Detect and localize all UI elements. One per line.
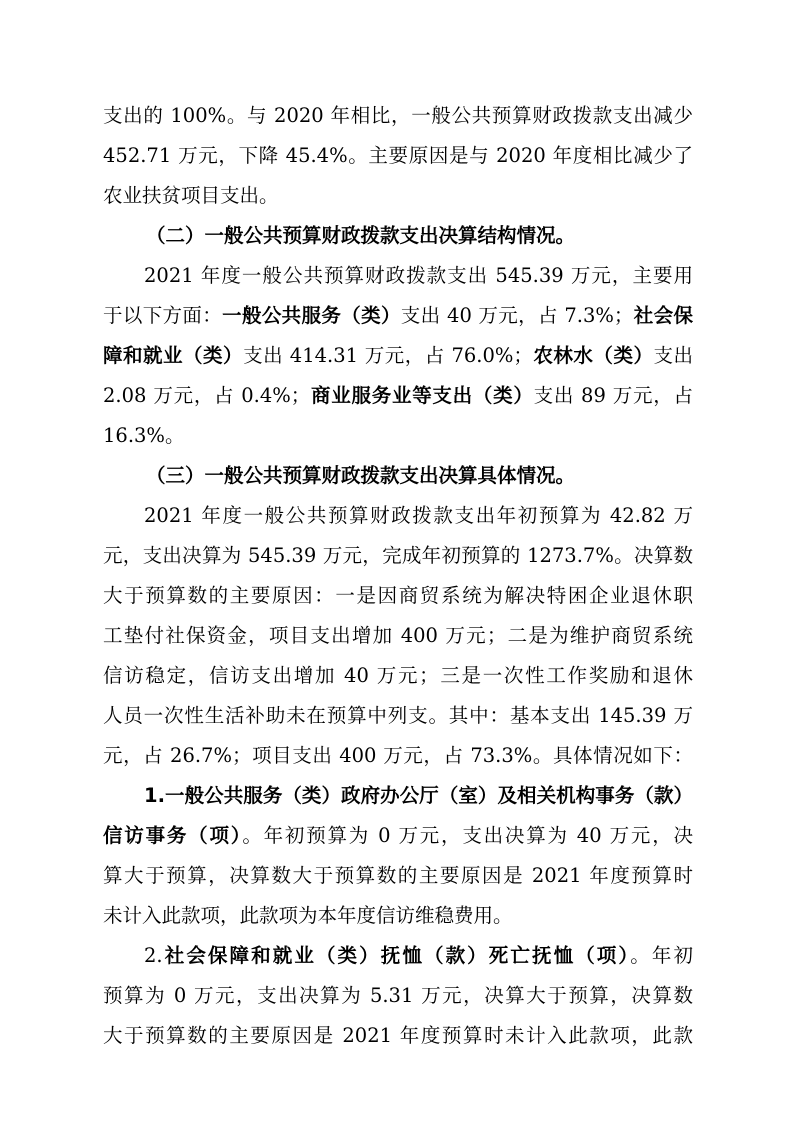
item-title: 社会保障和就业（类）抚恤（款）死亡抚恤（项） <box>162 944 631 967</box>
text-run: 支出 40 万元，占 7.3%； <box>400 304 634 327</box>
paragraph-line: 预算为 0 万元，支出决算为 5.31 万元，决算大于预算，决算数 <box>103 984 693 1007</box>
paragraph-line: 元，支出决算为 545.39 万元，完成年初预算的 1273.7%。决算数 <box>103 544 693 567</box>
paragraph-line <box>103 336 693 376</box>
item-1-heading: 1.一般公共服务（类）政府办公厅（室）及相关机构事务（款） <box>144 784 693 807</box>
paragraph-line: 工垫付社保资金，项目支出增加 400 万元；二是为维护商贸系统 <box>103 624 693 647</box>
section-heading-3: （三）一般公共预算财政拨款支出决算具体情况。 <box>146 464 576 487</box>
category-label: 社会保 <box>633 304 693 327</box>
paragraph-line <box>103 296 693 336</box>
paragraph-line: 452.71 万元，下降 45.4%。主要原因是与 2020 年度相比减少了 <box>103 144 693 167</box>
paragraph-line: 未计入此款项，此款项为本年度信访维稳费用。 <box>103 904 513 927</box>
text-run: 支出 89 万元，占 <box>533 384 693 407</box>
paragraph-line: 2021 年度一般公共预算财政拨款支出年初预算为 42.82 万 <box>144 504 693 527</box>
category-label: 农林水（类） <box>532 344 654 367</box>
text-run: 。年初预算为 0 万元，支出决算为 40 万元，决 <box>242 824 693 847</box>
paragraph-line <box>103 376 693 416</box>
paragraph-line: 支出的 100%。与 2020 年相比，一般公共预算财政拨款支出减少 <box>103 104 693 127</box>
category-label: 障和就业（类） <box>103 344 244 367</box>
paragraph-line: 农业扶贫项目支出。 <box>103 184 279 207</box>
section-heading-2: （二）一般公共预算财政拨款支出决算结构情况。 <box>146 224 576 247</box>
text-run: 支出 414.31 万元，占 76.0%； <box>243 344 533 367</box>
paragraph-line: 元，占 26.7%；项目支出 400 万元，占 73.3%。具体情况如下： <box>103 744 693 767</box>
paragraph-line: 大于预算数的主要原因是 2021 年度预算时未计入此款项，此款 <box>103 1024 693 1047</box>
category-label: 一般公共服务（类） <box>222 304 401 327</box>
paragraph-line: 大于预算数的主要原因：一是因商贸系统为解决特困企业退休职 <box>103 584 693 607</box>
paragraph-line: 算大于预算，决算数大于预算数的主要原因是 2021 年度预算时 <box>103 864 693 887</box>
text-run: 2.08 万元，占 0.4%； <box>103 384 311 407</box>
category-label: 商业服务业等支出（类） <box>310 384 534 407</box>
text-run: 于以下方面： <box>103 304 223 327</box>
paragraph-line: 2021 年度一般公共预算财政拨款支出 545.39 万元，主要用 <box>144 264 693 287</box>
text-run: 。年初 <box>630 944 693 967</box>
paragraph-line: 人员一次性生活补助未在预算中列支。其中：基本支出 145.39 万 <box>103 704 693 727</box>
paragraph-line: 16.3%。 <box>103 424 185 447</box>
item-2-heading <box>144 936 693 976</box>
paragraph-line: 信访稳定，信访支出增加 40 万元；三是一次性工作奖励和退休 <box>103 664 693 687</box>
paragraph-line <box>103 816 693 856</box>
item-number: 2. <box>144 944 163 967</box>
text-run: 支出 <box>653 344 693 367</box>
item-title: 信访事务（项） <box>103 824 243 847</box>
